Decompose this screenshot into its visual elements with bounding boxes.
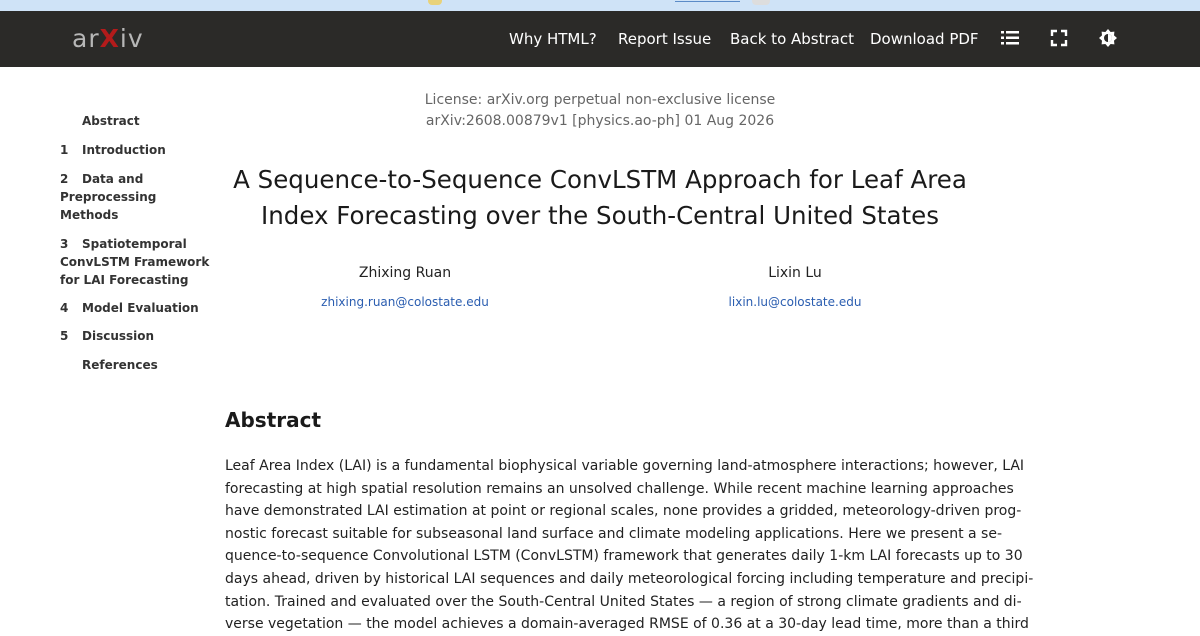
- abstract-line: days ahead, driven by historical LAI sequences and daily meteorological forcing including temperature and precipi-: [225, 570, 1034, 587]
- why-html-link[interactable]: Why HTML?: [509, 30, 597, 48]
- toc-item-introduction[interactable]: 1 Introduction: [60, 143, 166, 157]
- license-text: License: arXiv.org perpetual non-exclusive license: [424, 92, 776, 108]
- report-issue-link[interactable]: Report Issue: [618, 30, 712, 48]
- browser-top-strip: [0, 0, 1200, 11]
- abstract-line: have demonstrated LAI estimation at point or regional scales, none provides a gridded, meteorology-driven prog-: [225, 503, 1022, 520]
- strip-button-icon: [752, 0, 770, 5]
- author-1: [255, 263, 555, 311]
- toc-item-references[interactable]: References: [82, 358, 158, 372]
- paper-title-line-1: A Sequence-to-Sequence ConvLSTM Approach for Leaf Area: [233, 165, 967, 194]
- strip-link-underline: [675, 1, 740, 2]
- toc-item-model-evaluation[interactable]: 4 Model Evaluation: [60, 301, 199, 315]
- logo-x: X: [99, 24, 120, 53]
- abstract-line: tation. Trained and evaluated over the South-Central United States — a region of strong climate gradients and di-: [225, 593, 1022, 610]
- arxiv-identifier: arXiv:2608.00879v1 [physics.ao-ph] 01 Aug 2026: [425, 113, 775, 129]
- author-name: Zhixing Ruan: [358, 265, 452, 281]
- fullscreen-icon[interactable]: [1048, 27, 1070, 49]
- top-navbar: [0, 11, 1200, 67]
- author-2: [645, 263, 945, 311]
- abstract-line: Leaf Area Index (LAI) is a fundamental biophysical variable governing land-atmosphere interactions; however, LAI: [225, 458, 1025, 474]
- author-email[interactable]: zhixing.ruan@colostate.edu: [321, 295, 489, 309]
- abstract-line: nostic forecast suitable for subseasonal land surface and climate modeling applications. Here we present a se-: [225, 525, 1003, 542]
- download-pdf-link[interactable]: Download PDF: [870, 30, 979, 48]
- abstract-line: quence-to-sequence Convolutional LSTM (ConvLSTM) framework that generates daily 1-km LAI forecasts up to 30: [225, 548, 1023, 565]
- paper-title: [225, 162, 975, 234]
- notification-icon: [428, 0, 442, 5]
- author-name: Lixin Lu: [768, 265, 822, 281]
- arxiv-logo[interactable]: arXiv: [72, 24, 144, 53]
- paper-title-line-2: Index Forecasting over the South-Central United States: [261, 201, 939, 230]
- toc-item-convlstm-framework[interactable]: 3 Spatiotemporal ConvLSTM Framework for LAI Forecasting: [60, 237, 210, 287]
- back-to-abstract-link[interactable]: Back to Abstract: [730, 30, 854, 48]
- abstract-body: [225, 455, 1034, 636]
- toc-item-discussion[interactable]: 5 Discussion: [60, 329, 155, 343]
- abstract-heading: Abstract: [225, 408, 322, 432]
- toc-item-data-preprocessing[interactable]: 2 Data and Preprocessing Methods: [60, 172, 157, 222]
- abstract-line: verse vegetation — the model achieves a domain-averaged RMSE of 0.36 at a 30-day lead time, more than a third: [225, 616, 1029, 633]
- toc-item-abstract[interactable]: Abstract: [82, 114, 140, 128]
- author-email[interactable]: lixin.lu@colostate.edu: [728, 295, 862, 309]
- abstract-line: forecasting at high spatial resolution remains an unsolved challenge. While recent machine learning approaches: [225, 480, 1014, 497]
- theme-toggle-icon[interactable]: [1097, 27, 1119, 49]
- list-icon[interactable]: [999, 27, 1021, 49]
